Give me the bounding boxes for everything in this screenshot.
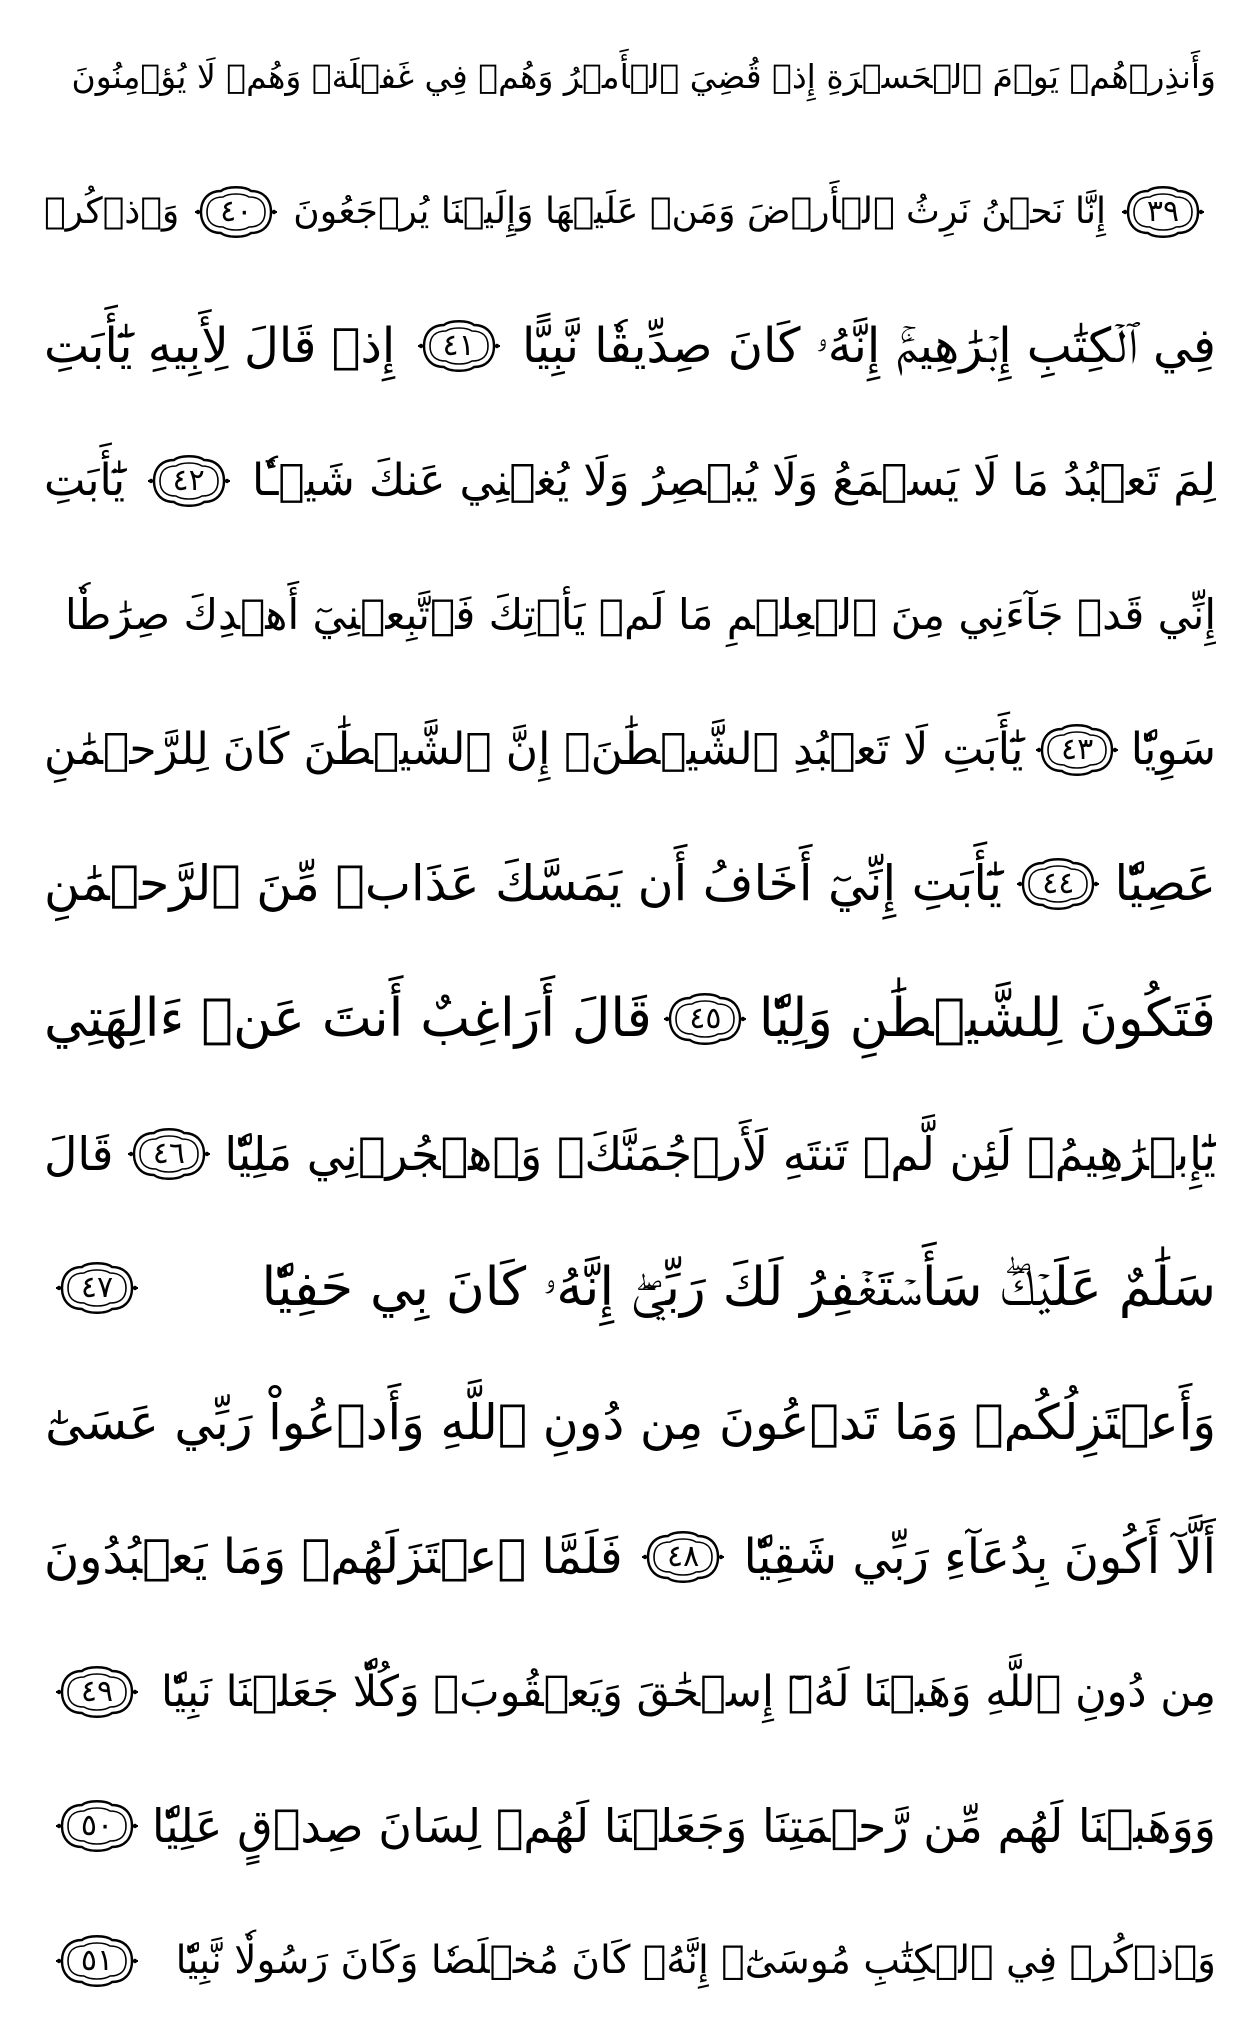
ayah-number: ٤٣ [1060,731,1094,767]
verse-text: وَوَهَبۡنَا لَهُم مِّن رَّحۡمَتِنَا وَجَعَلۡنَا لَهُمۡ لِسَانَ صِدۡقٍ عَلِيّٗا [151,1799,1216,1854]
verse-line [44,1095,1216,1213]
verse-text: يَٰٓإِبۡرَٰهِيمُۖ لَئِن لَّمۡ تَنتَهِ لَأَرۡجُمَنَّكَۖ وَٱهۡجُرۡنِي مَلِيّٗا [224,1126,1216,1181]
ayah-number: ٣٩ [1146,193,1180,229]
verse-line [44,1498,1216,1616]
verse-text: مِن دُونِ ٱللَّهِ وَهَبۡنَا لَهُۥٓ إِسۡحَٰقَ وَيَعۡقُوبَۖ وَكُلّٗا جَعَلۡنَا نَبِيّٗا [160,1666,1216,1717]
ayah-end-marker [54,1932,140,1990]
verse-line [44,422,1216,540]
ayah-number: ٤٩ [80,1673,114,1709]
ayah-number: ٥١ [80,1942,114,1978]
verse-text: إِنِّي قَدۡ جَآءَنِي مِنَ ٱلۡعِلۡمِ مَا لَمۡ يَأۡتِكَ فَٱتَّبِعۡنِيٓ أَهۡدِكَ صِرَٰطٗا [65,590,1216,640]
verse-line [44,153,1216,271]
ayah-end-marker [54,1663,140,1721]
verse-line [44,1229,1216,1347]
ayah-end-marker [1034,721,1120,779]
ayah-end-marker [640,1528,726,1586]
ayah-end-marker [54,1259,140,1317]
ayah-end-marker [662,990,748,1048]
ayah-number: ٤٥ [689,1000,722,1036]
ayah-end-marker [193,183,279,241]
verse-text: يَٰٓأَبَتِ لَا تَعۡبُدِ ٱلشَّيۡطَٰنَۖ إِنَّ ٱلشَّيۡطَٰنَ كَانَ لِلرَّحۡمَٰنِ [44,723,1024,775]
ayah-end-marker [54,1797,140,1855]
verse-lines [44,18,1216,2020]
verse-text: إِنَّا نَحۡنُ نَرِثُ ٱلۡأَرۡضَ وَمَنۡ عَلَيۡهَا وَإِلَيۡنَا يُرۡجَعُونَ [293,190,1106,232]
verse-line [44,691,1216,809]
verse-line [44,1633,1216,1751]
verse-text: وَأَنذِرۡهُمۡ يَوۡمَ ٱلۡحَسۡرَةِ إِذۡ قُضِيَ ٱلۡأَمۡرُ وَهُمۡ فِي غَفۡلَةٖ وَهُمۡ لَا يُؤۡمِنُونَ [71,57,1216,96]
ayah-number: ٤١ [442,328,475,364]
ayah-end-marker [1015,855,1101,913]
verse-text: فَتَكُونَ لِلشَّيۡطَٰنِ وَلِيّٗا [758,987,1216,1049]
verse-text: لِمَ تَعۡبُدُ مَا لَا يَسۡمَعُ وَلَا يُبۡصِرُ وَلَا يُغۡنِي عَنكَ شَيۡـٔٗا [252,454,1216,506]
verse-text: إِذۡ قَالَ لِأَبِيهِ يَٰٓأَبَتِ [44,318,396,375]
verse-text: قَالَ [44,1126,114,1181]
ayah-end-marker [146,452,232,510]
verse-line [44,287,1216,405]
verse-line [44,1767,1216,1885]
verse-text: سَوِيّٗا [1130,723,1216,775]
verse-text: يَٰٓأَبَتِ [44,454,126,506]
ayah-number: ٥٠ [80,1808,114,1844]
verse-line [44,1364,1216,1482]
verse-text: وَأَعۡتَزِلُكُمۡ وَمَا تَدۡعُونَ مِن دُونِ ٱللَّهِ وَأَدۡعُواْ رَبِّي عَسَىٰٓ [45,1393,1216,1451]
ayah-end-marker [1120,183,1206,241]
verse-text: وَٱذۡكُرۡ [44,190,180,232]
ayah-number: ٤٢ [172,462,205,498]
verse-line [44,1902,1216,2020]
verse-text: فِي ٱلۡكِتَٰبِ إِبۡرَٰهِيمَۚ إِنَّهُۥ كَانَ صِدِّيقٗا نَّبِيًّا [522,318,1216,375]
ayah-number: ٤٨ [666,1539,700,1575]
verse-text: قَالَ أَرَاغِبٌ أَنتَ عَنۡ ءَالِهَتِي [44,987,652,1049]
verse-text: يَٰٓأَبَتِ إِنِّيٓ أَخَافُ أَن يَمَسَّكَ عَذَابٞ مِّنَ ٱلرَّحۡمَٰنِ [44,855,1003,913]
ayah-number: ٤٦ [152,1135,185,1171]
verse-line [44,960,1216,1078]
verse-text: سَلَٰمٌ عَلَيۡكَۖ سَأَسۡتَغۡفِرُ لَكَ رَبِّيٓۖ إِنَّهُۥ كَانَ بِي حَفِيّٗا [261,1257,1216,1319]
verse-line [44,825,1216,943]
verse-text: أَلَّآ أَكُونَ بِدُعَآءِ رَبِّي شَقِيّٗا [743,1529,1216,1586]
ayah-number: ٤٤ [1042,866,1075,902]
ayah-number: ٤٧ [80,1270,114,1306]
verse-text: وَٱذۡكُرۡ فِي ٱلۡكِتَٰبِ مُوسَىٰٓۚ إِنَّهُۥ كَانَ مُخۡلَصٗا وَكَانَ رَسُولٗا نَّبِيّٗا [175,1937,1216,1983]
ayah-end-marker [126,1125,212,1183]
ayah-number: ٤٠ [220,193,253,229]
verse-line [44,556,1216,674]
ayah-end-marker [416,317,502,375]
verse-text: عَصِيّٗا [1114,855,1216,913]
verse-text: فَلَمَّا ٱعۡتَزَلَهُمۡ وَمَا يَعۡبُدُونَ [44,1529,623,1586]
verse-line [44,18,1216,136]
